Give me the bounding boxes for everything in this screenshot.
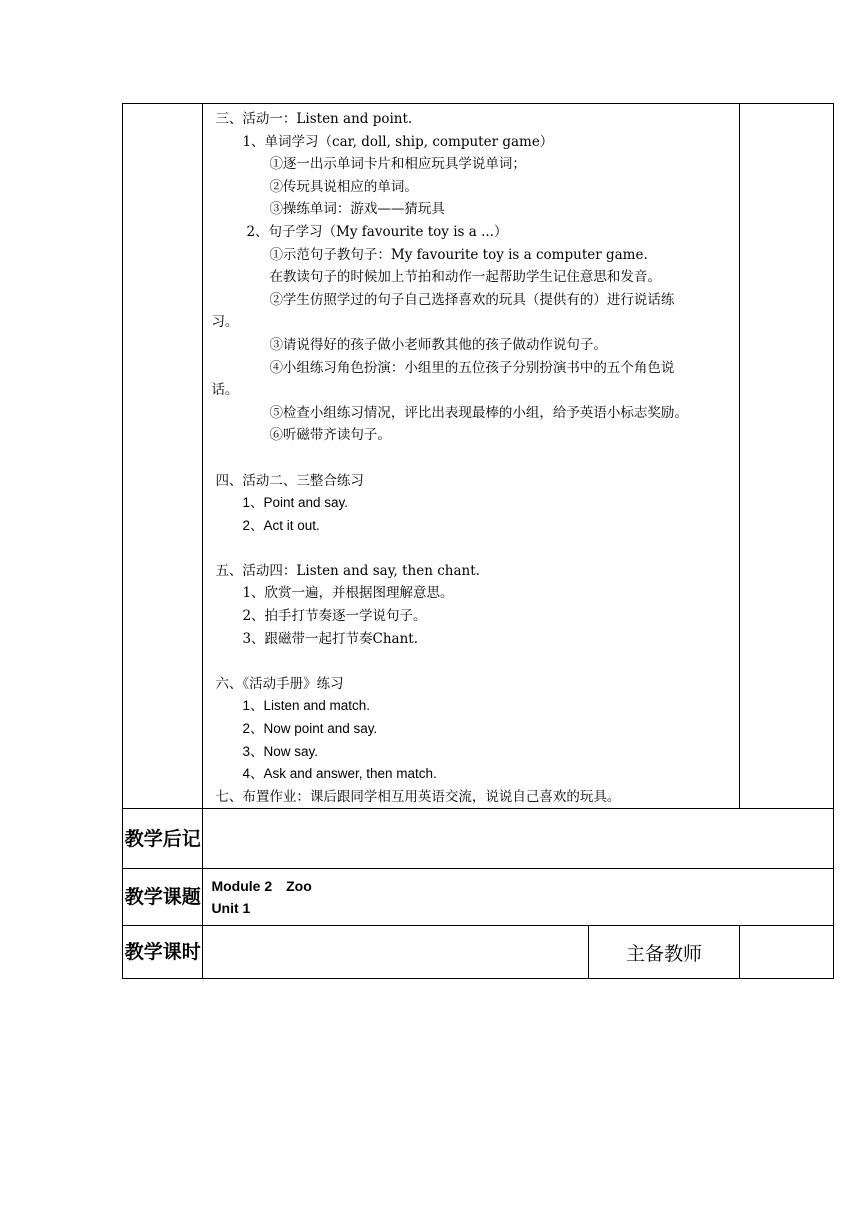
- activity-3-step-1: 1、单词学习（car, doll, ship, computer game）: [242, 133, 554, 150]
- activity-3-step-2-6: ⑥听磁带齐读句子。: [269, 427, 391, 444]
- teacher-label: 主备教师: [588, 926, 740, 979]
- activity-4-step-1: 1、Point and say.: [242, 495, 348, 511]
- spacer: [211, 537, 733, 560]
- activities-side-cell: [740, 104, 834, 809]
- activity-3-step-2-4-cont: 话。: [211, 382, 239, 399]
- topic-unit: Unit 1: [211, 900, 251, 917]
- activities-content-cell: [203, 104, 740, 809]
- topic-content-cell: [203, 869, 834, 926]
- activity-5-title: 五、活动四：Listen and say, then chant.: [215, 562, 480, 579]
- period-label: 教学课时: [123, 926, 203, 979]
- activity-3-step-2-2: ②学生仿照学过的句子自己选择喜欢的玩具（提供有的）进行说话练: [269, 291, 675, 308]
- activity-6-step-1: 1、Listen and match.: [242, 698, 371, 714]
- lesson-plan-table: [122, 103, 834, 979]
- activity-3-step-2-2-cont: 习。: [211, 314, 239, 331]
- activity-3-step-2-4: ④小组练习角色扮演：小组里的五位孩子分别扮演书中的五个角色说: [269, 359, 675, 376]
- postscript-content-cell: [203, 809, 834, 869]
- activity-4-step-2: 2、Act it out.: [242, 517, 320, 533]
- activity-3-step-2-5: ⑤检查小组练习情况，评比出表现最棒的小组，给予英语小标志奖励。: [269, 404, 688, 421]
- activity-3-step-1-2: ②传玩具说相应的单词。: [269, 178, 418, 195]
- period-row: [123, 926, 834, 979]
- period-value-cell: [203, 926, 588, 979]
- activity-6-title: 六、《活动手册》练习: [215, 675, 344, 692]
- activity-3-step-2-1-note: 在教读句子的时候加上节拍和动作一起帮助学生记住意思和发音。: [269, 269, 661, 286]
- topic-row: [123, 869, 834, 926]
- activity-3-step-1-1: ①逐一出示单词卡片和相应玩具学说单词；: [269, 156, 526, 173]
- activity-5-step-2: 2、拍手打节奏逐一学说句子。: [242, 608, 427, 625]
- activity-3-step-1-3: ③操练单词：游戏——猜玩具: [269, 201, 445, 218]
- activity-3-step-2-3: ③请说得好的孩子做小老师教其他的孩子做动作说句子。: [269, 336, 607, 353]
- teacher-value-cell: [740, 926, 834, 979]
- activity-5-step-3: 3、跟磁带一起打节奏Chant.: [242, 630, 419, 647]
- activity-6-step-2: 2、Now point and say.: [242, 721, 378, 737]
- topic-module: Module 2 Zoo: [211, 878, 312, 895]
- postscript-row: [123, 809, 834, 869]
- activity-6-step-3: 3、Now say.: [242, 743, 318, 759]
- topic-label: 教学课题: [123, 869, 203, 926]
- activity-5-step-1: 1、欣赏一遍，并根据图理解意思。: [242, 585, 454, 602]
- activity-3-title: 三、活动一：Listen and point.: [215, 111, 413, 127]
- activity-4-title: 四、活动二、三整合练习: [215, 472, 364, 489]
- spacer: [211, 650, 733, 673]
- spacer: [211, 447, 733, 470]
- activity-7-homework: 七、布置作业：课后跟同学相互用英语交流，说说自己喜欢的玩具。: [215, 788, 621, 805]
- activity-3-step-2-1: ①示范句子教句子：My favourite toy is a computer game.: [269, 246, 648, 263]
- activities-row: [123, 104, 834, 809]
- activity-3-step-2: 2、句子学习（My favourite toy is a ...）: [246, 223, 508, 240]
- postscript-label: 教学后记: [123, 809, 203, 869]
- activities-label-cell: [123, 104, 203, 809]
- activity-6-step-4: 4、Ask and answer, then match.: [242, 766, 437, 782]
